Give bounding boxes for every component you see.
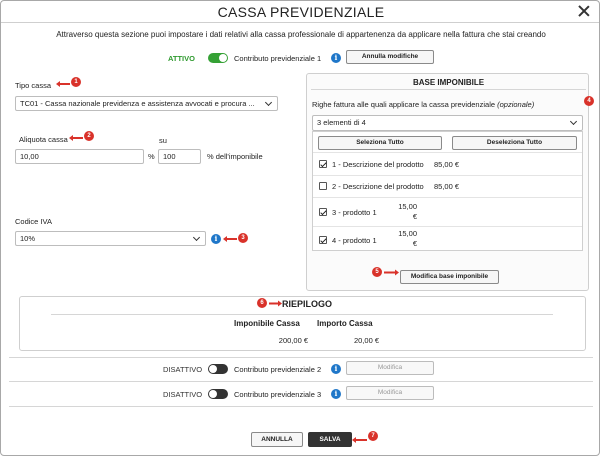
righe-fattura-dropdown — [312, 131, 583, 251]
divider — [9, 381, 593, 382]
divider — [9, 406, 593, 407]
codice-iva-label: Codice IVA — [15, 217, 52, 226]
imponibile-cassa-value: 200,00 € — [278, 336, 308, 345]
imponibile-cassa-header: Imponibile Cassa — [234, 319, 300, 328]
list-item[interactable] — [313, 226, 582, 251]
row-label: 1 - Descrizione del prodotto — [332, 160, 424, 169]
dialog-titlebar — [1, 1, 600, 23]
marker-badge: 4 — [584, 96, 594, 106]
marker-badge: 5 — [372, 267, 382, 277]
modifica-contribution-2-button[interactable]: Modifica — [346, 361, 434, 375]
row-label: 4 - prodotto 1 — [332, 236, 377, 245]
righe-fattura-label-text: Righe fattura alle quali applicare la cassa previdenziale — [312, 100, 496, 109]
divider — [311, 89, 586, 90]
chevron-down-icon — [570, 118, 577, 125]
row-label: 2 - Descrizione del prodotto — [332, 182, 424, 191]
optional-label: (opzionale) — [497, 100, 535, 109]
codice-iva-select[interactable] — [15, 231, 206, 246]
contribution-2-label: Contributo previdenziale 2 — [234, 365, 322, 374]
importo-cassa-header: Importo Cassa — [317, 319, 373, 328]
close-icon[interactable] — [577, 4, 591, 18]
righe-fattura-select[interactable] — [312, 115, 583, 131]
toggle-knob — [209, 365, 217, 373]
aliquota-cassa-input[interactable]: 10,00 — [15, 149, 144, 164]
contribution-3-label: Contributo previdenziale 3 — [234, 390, 322, 399]
marker-badge: 3 — [238, 233, 248, 243]
marker-badge: 6 — [257, 298, 267, 308]
divider — [9, 357, 593, 358]
chevron-down-icon — [193, 234, 200, 241]
modifica-base-imponibile-button[interactable]: Modifica base imponibile — [400, 270, 499, 284]
tipo-cassa-value: TC01 - Cassa nazionale previdenza e assistenza avvocati e procura ... — [20, 99, 255, 108]
row-price: 85,00 € — [434, 160, 460, 169]
modifica-contribution-3-button[interactable]: Modifica — [346, 386, 434, 400]
su-label: su — [159, 136, 167, 145]
annulla-button[interactable]: ANNULLA — [251, 432, 303, 447]
intro-text: Attraverso questa sezione puoi impostare i dati relativi alla cassa professionale di appartenenza da applicare nella fattura che stai creando — [56, 30, 546, 39]
marker-badge: 2 — [84, 131, 94, 141]
info-icon[interactable]: i — [331, 389, 341, 399]
base-percent-input[interactable]: 100 — [158, 149, 201, 164]
tipo-cassa-select[interactable] — [15, 96, 278, 111]
marker-arrow — [355, 439, 367, 441]
marker-arrow — [384, 272, 396, 274]
marker-arrow — [226, 238, 237, 240]
contribution-3-status: DISATTIVO — [163, 390, 203, 399]
row-checkbox[interactable] — [319, 236, 327, 244]
contribution-1-label: Contributo previdenziale 1 — [234, 54, 322, 63]
aliquota-cassa-label: Aliquota cassa — [19, 135, 68, 144]
row-label: 3 - prodotto 1 — [332, 208, 377, 217]
righe-fattura-selection: 3 elementi di 4 — [317, 118, 366, 127]
marker-arrow — [59, 83, 70, 85]
row-checkbox[interactable] — [319, 182, 327, 190]
list-item[interactable] — [313, 197, 582, 226]
marker-arrow — [269, 303, 279, 305]
contribution-1-toggle[interactable] — [208, 53, 228, 63]
base-imponibile-title: BASE IMPONIBILE — [412, 78, 485, 87]
contribution-2-toggle[interactable] — [208, 364, 228, 374]
info-icon[interactable]: i — [331, 53, 341, 63]
annulla-modifiche-button[interactable]: Annulla modifiche — [346, 50, 434, 64]
dialog-title: CASSA PREVIDENZIALE — [217, 4, 385, 20]
contribution-1-status: ATTIVO — [168, 54, 195, 63]
divider — [51, 314, 553, 315]
info-icon[interactable]: i — [211, 234, 221, 244]
row-price: 15,00 € — [398, 229, 417, 248]
info-icon[interactable]: i — [331, 364, 341, 374]
chevron-down-icon — [265, 99, 272, 106]
salva-button[interactable]: SALVA — [308, 432, 352, 447]
list-item[interactable] — [313, 152, 582, 175]
toggle-knob — [219, 54, 227, 62]
marker-arrow — [72, 137, 83, 139]
row-checkbox[interactable] — [319, 160, 327, 168]
base-percent-suffix: % dell'imponibile — [207, 152, 263, 161]
codice-iva-value: 10% — [20, 234, 36, 243]
toggle-knob — [209, 390, 217, 398]
marker-badge: 1 — [71, 77, 81, 87]
righe-fattura-label — [312, 100, 534, 109]
seleziona-tutto-button[interactable]: Seleziona Tutto — [318, 136, 442, 150]
marker-badge: 7 — [368, 431, 378, 441]
list-item[interactable] — [313, 175, 582, 197]
contribution-3-toggle[interactable] — [208, 389, 228, 399]
row-price: 85,00 € — [434, 182, 460, 191]
row-checkbox[interactable] — [319, 208, 327, 216]
riepilogo-title: RIEPILOGO — [282, 299, 333, 309]
importo-cassa-value: 20,00 € — [353, 336, 379, 345]
percent-symbol: % — [148, 152, 155, 161]
contribution-2-status: DISATTIVO — [163, 365, 203, 374]
row-price: 15,00 € — [398, 202, 417, 221]
tipo-cassa-label: Tipo cassa — [15, 81, 51, 90]
deseleziona-tutto-button[interactable]: Deseleziona Tutto — [452, 136, 577, 150]
